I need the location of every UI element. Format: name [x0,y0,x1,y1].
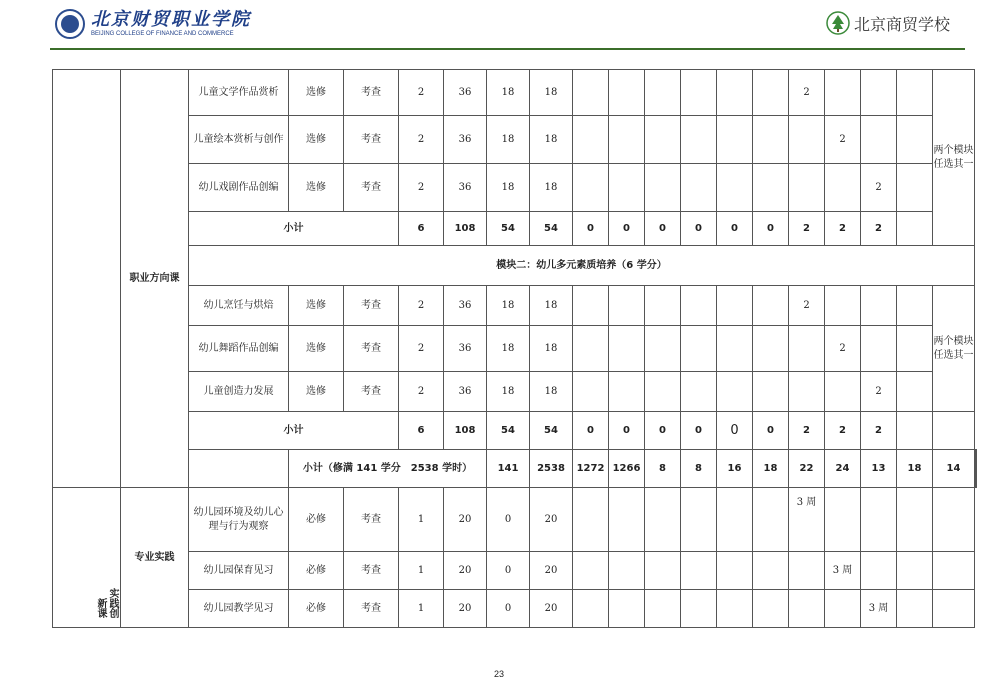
table-row [53,488,977,552]
term-value: 3 周 [861,590,897,628]
theory-hours: 0 [487,552,530,590]
category-cell [189,450,289,488]
practice-hours: 18 [530,164,573,212]
course-type: 选修 [289,372,344,412]
subtotal-practice: 54 [530,412,573,450]
college-name-cn: 北京财贸职业学院 [91,9,251,30]
college-name-en: BEIJING COLLEGE OF FINANCE AND COMMERCE [91,31,234,37]
practice-hours: 18 [530,372,573,412]
practice-hours: 20 [530,488,573,552]
page-number: 23 [493,669,504,679]
course-name: 幼儿舞蹈作品创编 [189,326,289,372]
subtotal-term: 0 [717,212,753,246]
subtotal-term: 2 [825,212,861,246]
hours: 20 [444,488,487,552]
assessment: 考查 [344,286,399,326]
credit: 2 [399,286,444,326]
theory-hours: 18 [487,286,530,326]
course-name: 儿童创造力发展 [189,372,289,412]
subtotal-term: 2 [789,212,825,246]
term-value: 2 [789,70,825,116]
subtotal-hours: 108 [444,412,487,450]
subtotal-term: 0 [645,212,681,246]
category-cell [53,70,121,488]
subtotal-credit: 6 [399,212,444,246]
term-value: 2 [825,116,861,164]
school-logo [826,11,950,35]
total-practice: 1266 [609,450,645,488]
course-type: 选修 [289,286,344,326]
assessment: 考查 [344,590,399,628]
practice-hours: 18 [530,70,573,116]
theory-hours: 18 [487,372,530,412]
total-term: 18 [753,450,789,488]
subtotal-term: 0 [717,412,753,450]
total-term: 16 [717,450,753,488]
subtotal-term: 2 [861,212,897,246]
subtotal-theory: 54 [487,212,530,246]
subtotal-theory: 54 [487,412,530,450]
subtotal-term: 0 [681,412,717,450]
table-row [53,326,977,372]
credit: 2 [399,70,444,116]
module-heading-row [53,246,977,286]
subtotal-row [53,412,977,450]
table-row [53,116,977,164]
header-rule [50,48,965,50]
total-hours: 2538 [530,450,573,488]
course-name: 幼儿园教学见习 [189,590,289,628]
table-row [53,372,977,412]
course-type: 必修 [289,590,344,628]
hours: 20 [444,552,487,590]
theory-hours: 0 [487,488,530,552]
assessment: 考查 [344,488,399,552]
practice-hours: 18 [530,326,573,372]
hours: 36 [444,70,487,116]
total-term: 8 [645,450,681,488]
credit: 2 [399,372,444,412]
module-note: 两个模块任选其一 [933,70,975,246]
course-name: 儿童绘本赏析与创作 [189,116,289,164]
term-value: 2 [825,326,861,372]
subtotal-term: 0 [753,412,789,450]
table-row [53,164,977,212]
total-term: 14 [933,450,975,488]
new-practice-cell [53,488,121,628]
subtotal-term: 0 [573,212,609,246]
credit: 2 [399,326,444,372]
assessment: 考查 [344,372,399,412]
subtotal-label: 小计 [189,412,399,450]
total-term: 22 [789,450,825,488]
subtotal-term: 0 [609,412,645,450]
page-header [0,0,998,48]
credit: 1 [399,552,444,590]
credit: 2 [399,116,444,164]
school-name: 北京商贸学校 [853,14,950,34]
subtotal-term: 0 [609,212,645,246]
subtotal-credit: 6 [399,412,444,450]
theory-hours: 18 [487,164,530,212]
course-name: 幼儿烹饪与烘焙 [189,286,289,326]
assessment: 考查 [344,70,399,116]
hours: 36 [444,164,487,212]
total-term: 13 [861,450,897,488]
practice-group-cell: 专业实践 [121,488,189,628]
course-type: 选修 [289,326,344,372]
assessment: 考查 [344,326,399,372]
term-value: 3 周 [825,552,861,590]
course-name: 儿童文学作品赏析 [189,70,289,116]
total-term: 24 [825,450,861,488]
subtotal-term: 0 [645,412,681,450]
practice-hours: 18 [530,286,573,326]
theory-hours: 18 [487,70,530,116]
total-term: 8 [681,450,717,488]
table-row [53,552,977,590]
subtotal-practice: 54 [530,212,573,246]
college-logo [55,9,251,39]
theory-hours: 18 [487,326,530,372]
practice-hours: 18 [530,116,573,164]
subtotal-term: 2 [861,412,897,450]
term-value: 2 [861,372,897,412]
tree-icon [826,11,850,35]
practice-hours: 20 [530,590,573,628]
assessment: 考查 [344,552,399,590]
theory-hours: 0 [487,590,530,628]
term-value: 3 周 [789,488,825,552]
term-value: 2 [861,164,897,212]
hours: 36 [444,116,487,164]
credit: 1 [399,590,444,628]
table-row [53,70,977,116]
college-seal-icon [55,9,85,39]
term-value: 2 [789,286,825,326]
table-row [53,590,977,628]
module2-title: 模块二：幼儿多元素质培养（6 学分） [189,246,975,286]
credit: 1 [399,488,444,552]
subtotal-term: 0 [753,212,789,246]
course-type: 必修 [289,552,344,590]
total-label: 小计（修满 141 学分 2538 学时） [289,450,487,488]
course-type: 必修 [289,488,344,552]
credit: 2 [399,164,444,212]
total-theory: 1272 [573,450,609,488]
course-type: 选修 [289,164,344,212]
subtotal-term: 0 [573,412,609,450]
module-note: 两个模块任选其一 [933,286,975,412]
subtotal-term: 2 [825,412,861,450]
subtotal-hours: 108 [444,212,487,246]
theory-hours: 18 [487,116,530,164]
course-name: 幼儿戏剧作品创编 [189,164,289,212]
subtotal-term: 0 [681,212,717,246]
course-type: 选修 [289,70,344,116]
hours: 36 [444,372,487,412]
category-label-b: 实践创 [107,588,118,618]
subtotal-label: 小计 [189,212,399,246]
subtotal-row [53,212,977,246]
hours: 20 [444,590,487,628]
course-name: 幼儿园环境及幼儿心理与行为观察 [189,488,289,552]
hours: 36 [444,326,487,372]
curriculum-table [52,69,977,628]
total-credit: 141 [487,450,530,488]
course-type: 选修 [289,116,344,164]
table-row [53,286,977,326]
career-direction-cell: 职业方向课 [121,70,189,488]
total-row [53,450,977,488]
hours: 36 [444,286,487,326]
practice-hours: 20 [530,552,573,590]
total-term: 18 [897,450,933,488]
course-name: 幼儿园保育见习 [189,552,289,590]
assessment: 考查 [344,164,399,212]
assessment: 考查 [344,116,399,164]
category-label-a: 新课 [95,598,106,618]
subtotal-term: 2 [789,412,825,450]
